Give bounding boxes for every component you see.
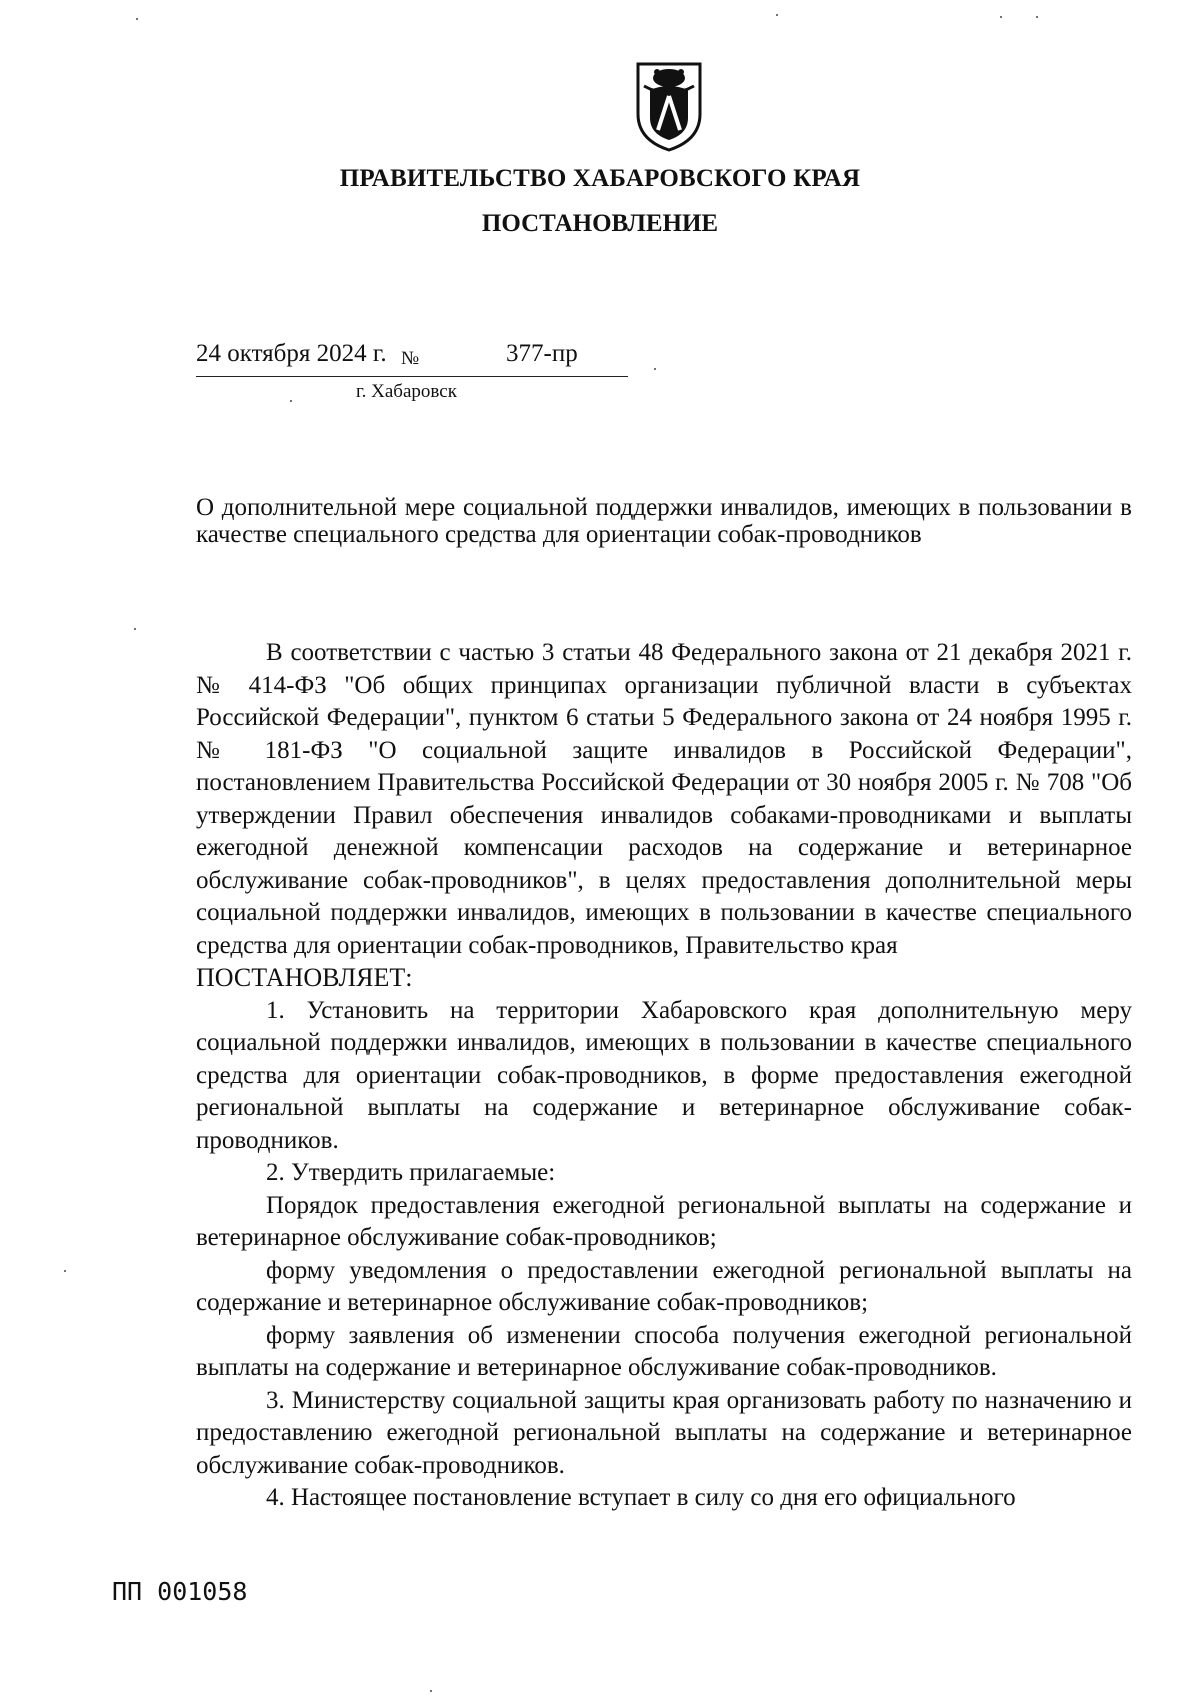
document-subject: О дополнительной мере социальной поддержки инвалидов, имеющих в пользовании в качестве специального средства для ориентации собак-проводников xyxy=(196,494,1132,548)
scan-speck xyxy=(290,400,292,402)
item-3-paragraph: 3. Министерству социальной защиты края организовать работу по назначению и предоставлению ежегодной региональной выплаты на содержание и ветеринарное обслуживание собак-проводников. xyxy=(196,1386,1132,1479)
document-type: ПОСТАНОВЛЕНИЕ xyxy=(481,210,719,237)
footer-code: ПП 001058 xyxy=(112,1577,248,1606)
item-2b-paragraph: форму уведомления о предоставлении ежегодной региональной выплаты на содержание и ветеринарное обслуживание собак-проводников; xyxy=(196,1256,1132,1316)
number-sign: № xyxy=(401,348,420,369)
item-4-paragraph: 4. Настоящее постановление вступает в силу со дня его официального xyxy=(266,1484,1016,1511)
coat-of-arms-icon xyxy=(630,56,708,152)
scan-speck xyxy=(64,1270,66,1272)
government-title: ПРАВИТЕЛЬСТВО ХАБАРОВСКОГО КРАЯ xyxy=(339,165,861,192)
scan-speck xyxy=(776,14,778,16)
item-2a-paragraph: Порядок предоставления ежегодной региональной выплаты на содержание и ветеринарное обслуживание собак-проводников; xyxy=(196,1191,1132,1251)
item-2c-paragraph: форму заявления об изменении способа получения ежегодной региональной выплаты на содержание и ветеринарное обслуживание собак-проводников. xyxy=(196,1321,1132,1381)
scan-speck xyxy=(1036,16,1038,18)
scan-speck xyxy=(134,628,136,630)
scan-speck xyxy=(1000,16,1002,18)
preamble-paragraph: В соответствии с частью 3 статьи 48 Федерального закона от 21 декабря 2021 г. № 414-ФЗ "Об общих принципах организации публичной власти в субъектах Российской Федерации", пунктом 6 статьи 5 Федерального закона от 24 ноября 1995 г. № 181-ФЗ "О социальной защите инвалидов в Российской Федерации", постановлением Правительства Российской Федерации от 30 ноября 2005 г. № 708 "Об утверждении Правил обеспечения инвалидов собаками-проводниками и выплаты ежегодной денежной компенсации расходов на содержание и ветеринарное обслуживание собак-проводников", в целях предоставления дополнительной меры социальной поддержки инвалидов, имеющих в пользовании в качестве специального средства для ориентации собак-проводников, Правительство края xyxy=(196,639,1132,959)
document-city: г. Хабаровск xyxy=(356,381,457,402)
document-body xyxy=(196,637,1132,1515)
date-number-line xyxy=(196,340,628,377)
scan-speck xyxy=(430,1690,432,1692)
document-date: 24 октября 2024 г. xyxy=(196,340,387,367)
item-1-paragraph: 1. Установить на территории Хабаровского края дополнительную меру социальной поддержки инвалидов, имеющих в пользовании в качестве специального средства для ориентации собак-проводников, в форме предоставления ежегодной региональной выплаты на содержание и ветеринарное обслуживание собак-проводников. xyxy=(196,996,1132,1154)
document-number: 377-пр xyxy=(506,340,578,367)
scan-speck xyxy=(654,368,656,370)
resolves-heading: ПОСТАНОВЛЯЕТ: xyxy=(196,963,413,992)
item-2-paragraph: 2. Утвердить прилагаемые: xyxy=(266,1159,556,1186)
scan-speck xyxy=(136,18,138,20)
